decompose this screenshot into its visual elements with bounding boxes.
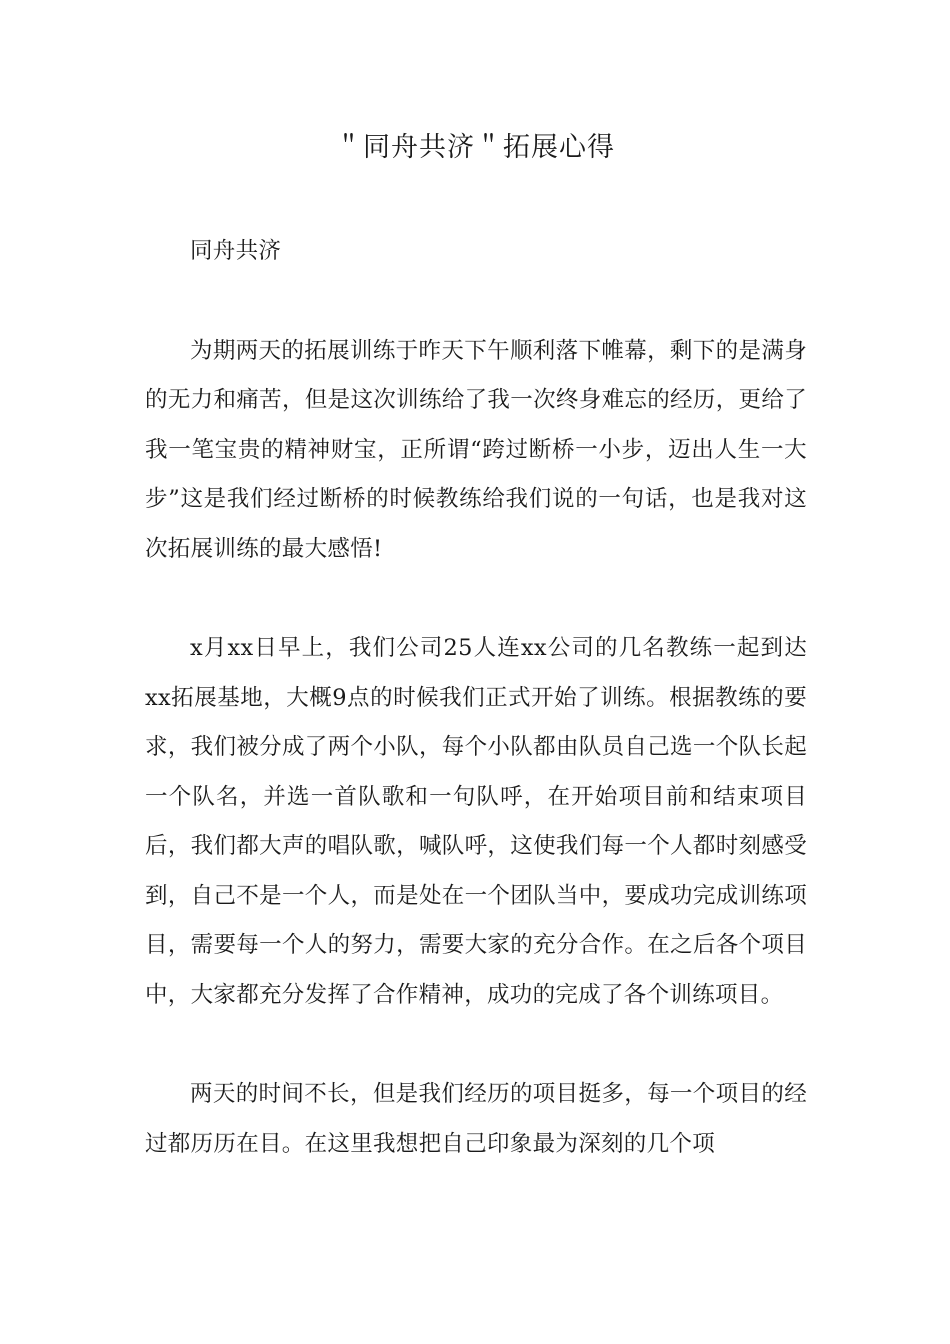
paragraph-3: 两天的时间不长，但是我们经历的项目挺多，每一个项目的经过都历历在目。在这里我想把自己印象最为深刻的几个项 — [145, 1081, 807, 1157]
document-title: ＂同舟共济＂拓展心得 — [335, 132, 615, 163]
document-body — [145, 227, 807, 1169]
paragraph-2: x月xx日早上，我们公司25人连xx公司的几名教练一起到达xx拓展基地，大概9点的时候我们正式开始了训练。根据教练的要求，我们被分成了两个小队，每个小队都由队员自己选一个队长起一个队名，并选一首队歌和一句队呼，在开始项目前和结束项目后，我们都大声的唱队歌，喊队呼，这使我们每一个人都时刻感受到，自己不是一个人，而是处在一个团队当中，要成功完成训练项目，需要每一个人的努力，需要大家的充分合作。在之后各个项目中，大家都充分发挥了合作精神，成功的完成了各个训练项目。 — [145, 635, 807, 1008]
document-subtitle: 同舟共济 — [190, 238, 282, 264]
paragraph-1: 为期两天的拓展训练于昨天下午顺利落下帷幕，剩下的是满身的无力和痛苦，但是这次训练给了我一次终身难忘的经历，更给了我一笔宝贵的精神财宝，正所谓“跨过断桥一小步，迈出人生一大步”这是我们经过断桥的时候教练给我们说的一句话，也是我对这次拓展训练的最大感悟! — [145, 337, 807, 562]
